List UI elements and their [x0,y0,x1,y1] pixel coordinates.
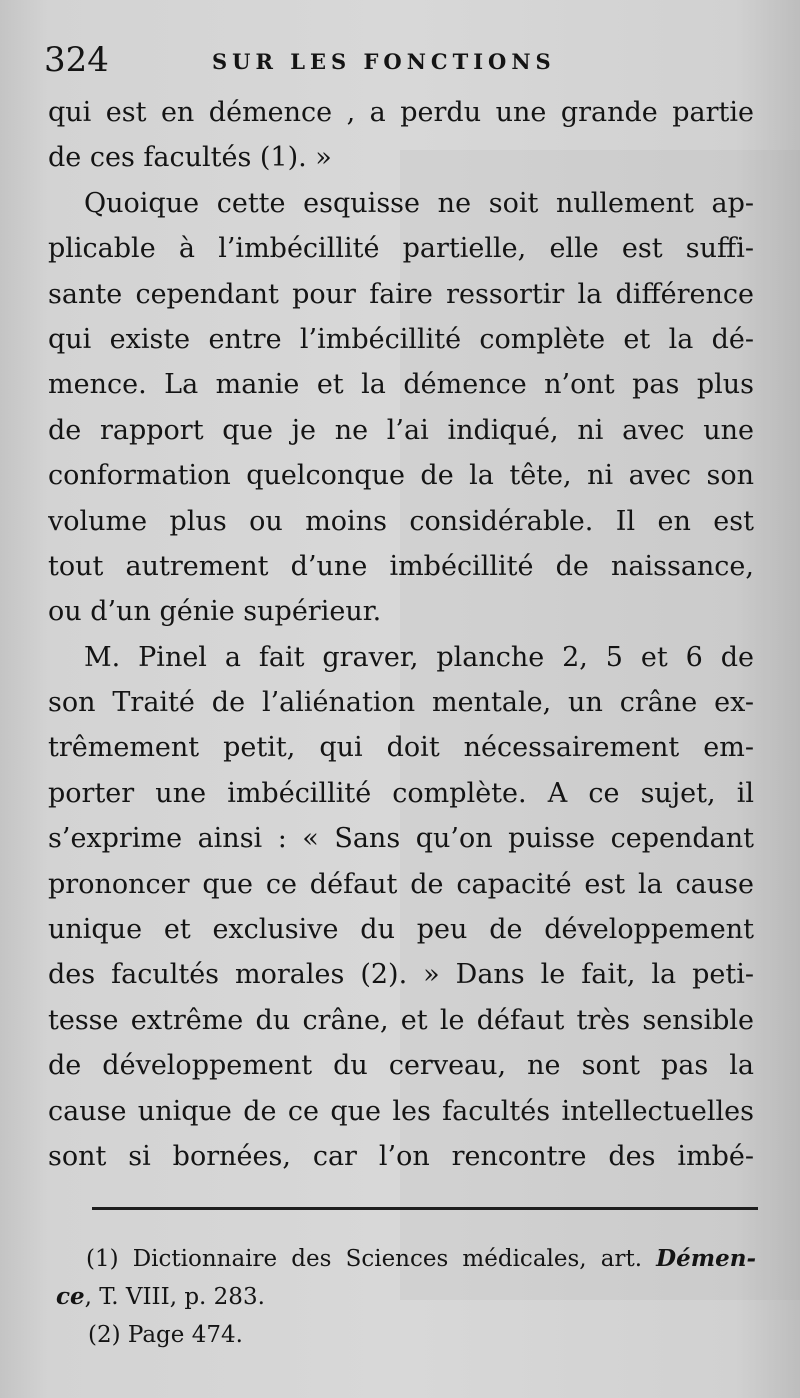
body-text [48,90,754,1179]
running-title: SUR LES FONCTIONS [212,49,556,74]
footnote-1 [56,1240,756,1278]
text-line: son Traité de l’aliénation mentale, un crâne ex- [48,687,754,719]
text-line: plicable à l’imbécillité partielle, elle est suffi- [48,233,754,265]
footnote-1-reference: , T. VIII, p. 283. [84,1284,265,1310]
text-line: sont si bornées, car l’on rencontre des imbé- [48,1140,754,1172]
footnote-1-text: (1) Dictionnaire des Sciences médicales, art. [86,1246,643,1272]
text-line: s’exprime ainsi : « Sans qu’on puisse cependant [48,823,754,855]
text-line: de développement du cerveau, ne sont pas la [48,1050,754,1082]
text-line: des facultés morales (2). » Dans le fait, la peti- [48,959,754,991]
text-line: sante cependant pour faire ressortir la différence [48,278,754,310]
paragraph-start-line: Quoique cette esquisse ne soit nullement ap- [84,187,754,219]
footnote-2: (2) Page 474. [88,1322,243,1348]
footnote-1-continued [56,1278,756,1316]
text-line: cause unique de ce que les facultés intellectuelles [48,1095,754,1127]
text-line: tout autrement d’une imbécillité de naissance, [48,550,754,582]
text-line: conformation quelconque de la tête, ni avec son [48,460,754,492]
footnote-separator [92,1207,758,1210]
text-line: qui est en démence , a perdu une grande partie [48,97,754,128]
text-line: prononcer que ce défaut de capacité est la cause [48,868,754,900]
page-header [44,38,756,82]
text-line: porter une imbécillité complète. A ce sujet, il [48,777,754,809]
text-line: unique et exclusive du peu de développement [48,914,754,946]
text-line: volume plus ou moins considérable. Il en est [48,505,754,537]
text-line: tesse extrême du crâne, et le défaut très sensible [48,1004,754,1036]
footnote-1-italic-end: ce [56,1283,85,1310]
paragraph-start-line: M. Pinel a fait graver, planche 2, 5 et 6 de [84,641,754,673]
text-line: trêmement petit, qui doit nécessairement em- [48,732,754,764]
text-line: mence. La manie et la démence n’ont pas plus [48,369,754,401]
text-line: de ces facultés (1). » [48,142,332,174]
text-line: ou d’un génie supérieur. [48,596,382,628]
text-line: de rapport que je ne l’ai indiqué, ni avec une [48,414,754,446]
footnotes [56,1240,756,1354]
page-number: 324 [44,40,109,80]
text-line: qui existe entre l’imbécillité complète et la dé- [48,323,754,355]
footnote-1-italic: Démen- [656,1245,756,1272]
